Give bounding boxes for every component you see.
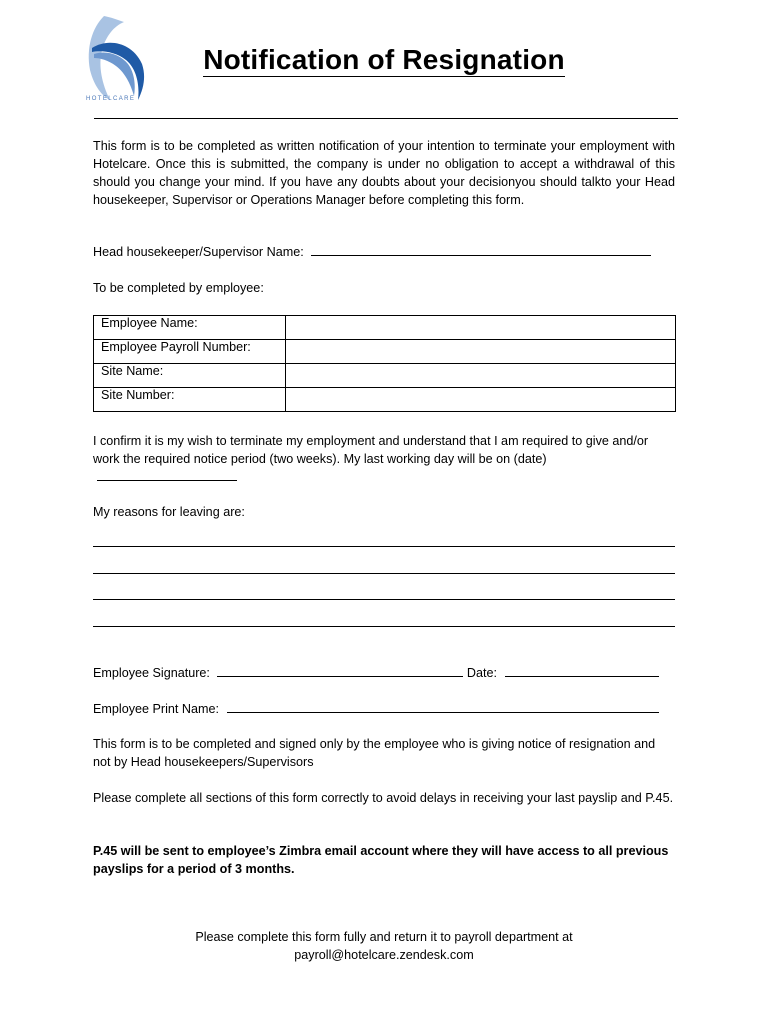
footer: [0, 928, 768, 964]
date-label: Date:: [466, 666, 498, 680]
supervisor-name-label: Head housekeeper/Supervisor Name:: [93, 245, 304, 259]
payroll-email-link[interactable]: payroll@hotelcare.zendesk.com: [294, 948, 474, 962]
table-row: [94, 388, 676, 412]
signature-label: Employee Signature:: [93, 666, 210, 680]
confirm-paragraph: [93, 432, 675, 486]
site-number-label: Site Number:: [94, 388, 286, 412]
print-name-row: [93, 700, 675, 718]
logo-caption: HOTELCARE: [86, 96, 136, 102]
employee-name-label: Employee Name:: [94, 316, 286, 340]
intro-paragraph: This form is to be completed as written notification of your intention to terminate your employment with Hotelcare. Once this is submitted, the company is under no obligation to accept a withdrawal of this should you change your mind. If you have any doubts about your decisionyou should talkto your Head housekeeper, Supervisor or Operations Manager before completing this form.: [93, 139, 675, 207]
signing-note: This form is to be completed and signed only by the employee who is giving notice of resignation and not by Head housekeepers/Supervisors: [93, 737, 656, 769]
confirm-text: I confirm it is my wish to terminate my employment and understand that I am required to give and/or work the required notice period (two weeks). My last working day will be on (date): [93, 434, 649, 466]
payroll-number-label: Employee Payroll Number:: [94, 340, 286, 364]
signature-row: [93, 664, 675, 682]
table-row: [94, 340, 676, 364]
employee-section-heading: To be completed by employee:: [93, 281, 264, 295]
reason-line-3[interactable]: [93, 599, 675, 600]
page-title: Notification of Resignation: [203, 44, 565, 75]
employee-name-field[interactable]: [286, 316, 676, 340]
reason-line-4[interactable]: [93, 626, 675, 627]
supervisor-name-field[interactable]: [311, 243, 651, 256]
employee-info-table: [93, 315, 676, 412]
site-number-field[interactable]: [286, 388, 676, 412]
last-working-day-field[interactable]: [97, 468, 237, 481]
date-field[interactable]: [505, 664, 659, 677]
header-divider: [94, 118, 678, 119]
site-name-field[interactable]: [286, 364, 676, 388]
reason-line-1[interactable]: [93, 546, 675, 547]
completion-note: Please complete all sections of this form correctly to avoid delays in receiving your last payslip and P.45.: [93, 791, 674, 805]
print-name-field[interactable]: [227, 700, 659, 713]
payroll-number-field[interactable]: [286, 340, 676, 364]
site-name-label: Site Name:: [94, 364, 286, 388]
reason-line-2[interactable]: [93, 573, 675, 574]
footer-instruction: Please complete this form fully and return it to payroll department at: [195, 930, 573, 944]
table-row: [94, 364, 676, 388]
print-name-label: Employee Print Name:: [93, 702, 219, 716]
p45-note: P.45 will be sent to employee’s Zimbra email account where they will have access to all previous payslips for a period of 3 months.: [93, 844, 669, 876]
table-row: [94, 316, 676, 340]
reasons-label: My reasons for leaving are:: [93, 505, 245, 519]
signature-field[interactable]: [217, 664, 463, 677]
supervisor-name-row: [93, 243, 675, 261]
